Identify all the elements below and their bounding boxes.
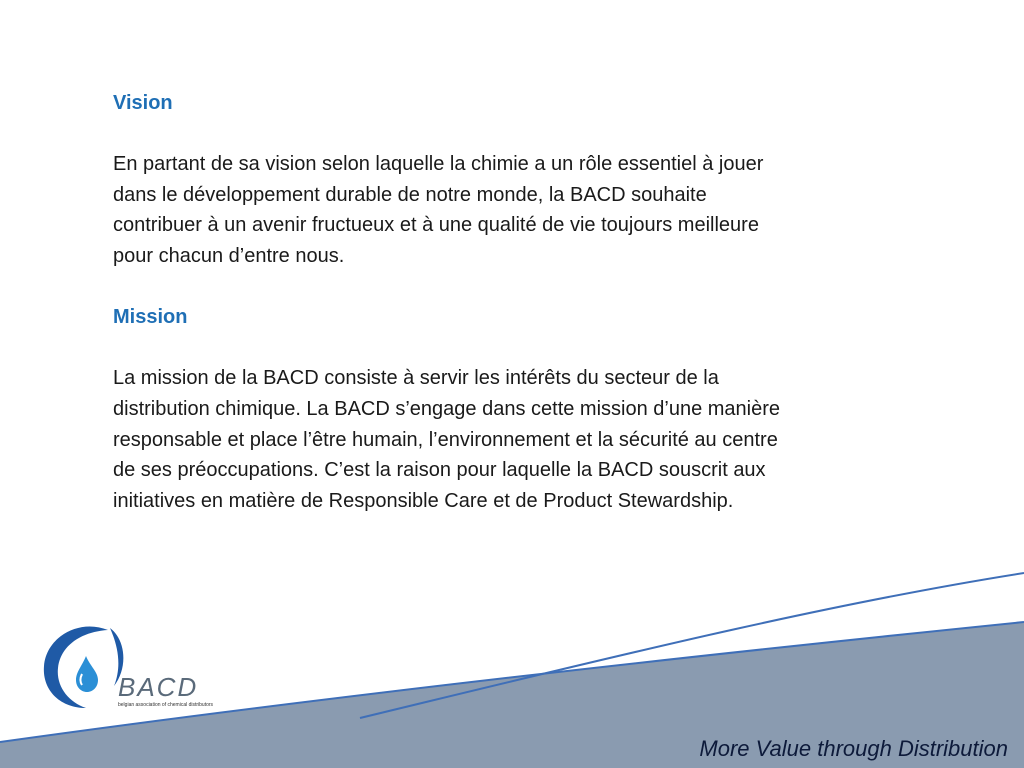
vision-heading: Vision — [113, 92, 173, 114]
vision-text: En partant de sa vision selon laquelle la chimie a un rôle essentiel à jouer dans le développement durable de notre monde, la BACD souhaite contribuer à un avenir fructueux et à une qualité de vie toujours meilleure pour chacun d’entre nous. — [113, 153, 764, 267]
logo-wordmark: BACD — [118, 672, 199, 702]
mission-text: La mission de la BACD consiste à servir les intérêts du secteur de la distribution chimique. La BACD s’engage dans cette mission d’une manière responsable et place l’être humain, l’environnement et la sécurité au centre de ses préoccupations. C’est la raison pour laquelle la BACD souscrit aux initiatives en matière de Responsible Care et de Product Stewardship. — [113, 367, 781, 512]
mission-heading: Mission — [113, 306, 188, 329]
footer-tagline: More Value through Distribution — [699, 736, 1008, 761]
logo-swirl-icon — [38, 620, 128, 716]
bacd-logo — [38, 620, 214, 716]
logo-subtitle: belgian association of chemical distributors — [118, 702, 214, 708]
